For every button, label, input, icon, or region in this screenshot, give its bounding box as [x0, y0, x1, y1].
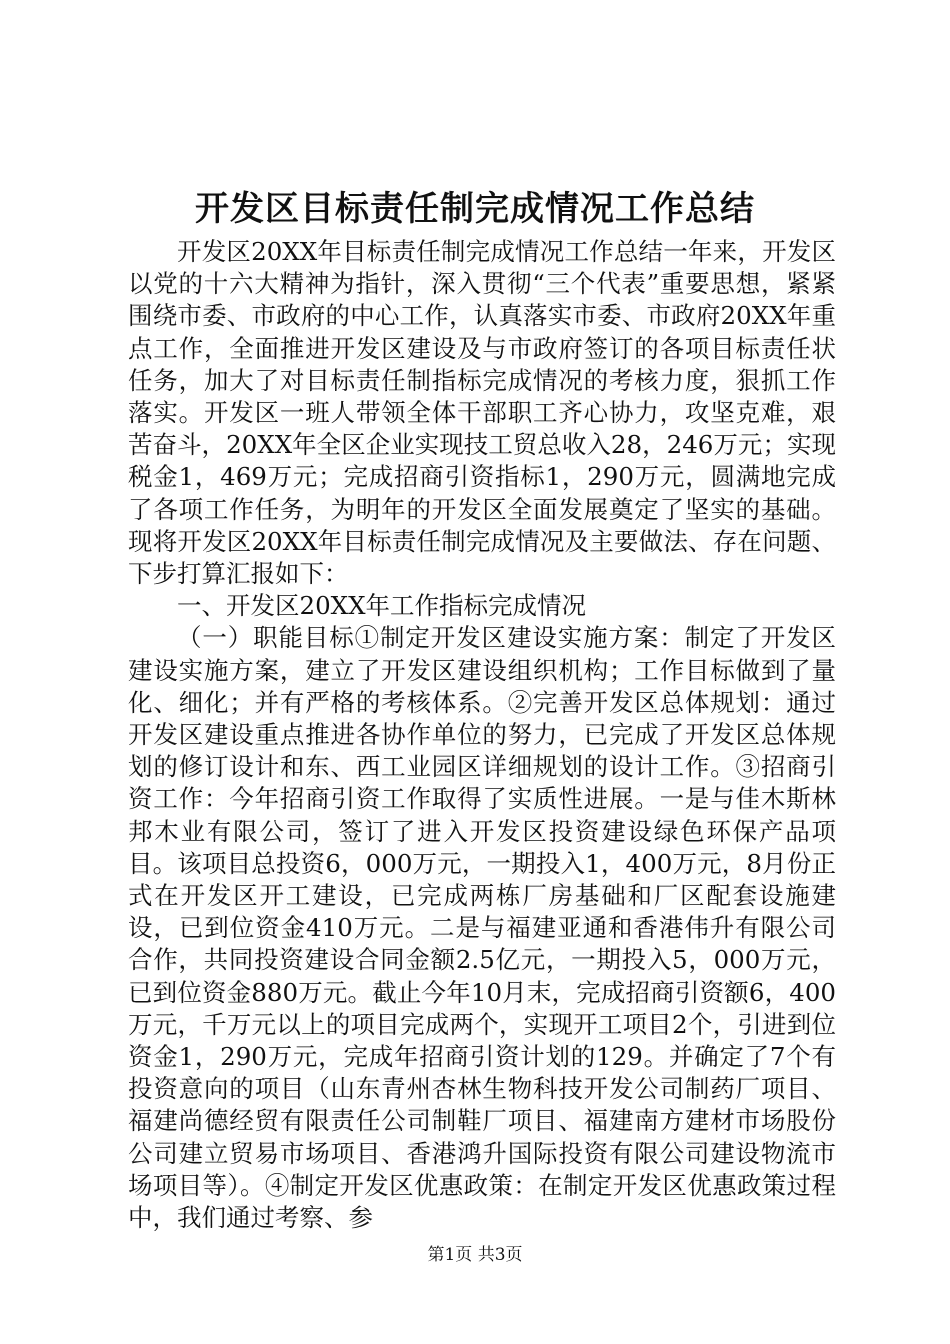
document-title: 开发区目标责任制完成情况工作总结	[195, 189, 755, 229]
document-body	[128, 236, 836, 1234]
functional-targets-paragraph: （一）职能目标①制定开发区建设实施方案：制定了开发区建设实施方案，建立了开发区建设组织机构；工作目标做到了量化、细化；并有严格的考核体系。②完善开发区总体规划：通过开发区建设重点推进各协作单位的努力，已完成了开发区总体规划的修订设计和东、西工业园区详细规划的设计工作。③招商引资工作：今年招商引资工作取得了实质性进展。一是与佳木斯林邦木业有限公司，签订了进入开发区投资建设绿色环保产品项目。该项目总投资6，000万元，一期投入1，400万元，8月份正式在开发区开工建设，已完成两栋厂房基础和厂区配套设施建设，已到位资金410万元。二是与福建亚通和香港伟升有限公司合作，共同投资建设合同金额2.5亿元，一期投入5，000万元，已到位资金880万元。截止今年10月末，完成招商引资额6，400万元，千万元以上的项目完成两个，实现开工项目2个，引进到位资金1，290万元，完成年招商引资计划的129。并确定了7个有投资意向的项目（山东青州杏林生物科技开发公司制药厂项目、福建尚德经贸有限责任公司制鞋厂项目、福建南方建材市场股份公司建立贸易市场项目、香港鸿升国际投资有限公司建设物流市场项目等）。④制定开发区优惠政策：在制定开发区优惠政策过程中，我们通过考察、参	[128, 623, 836, 1233]
section-heading: 一、开发区20XX年工作指标完成情况	[177, 591, 587, 621]
page-footer: 第1页 共3页	[427, 1245, 523, 1265]
intro-paragraph: 开发区20XX年目标责任制完成情况工作总结一年来，开发区以党的十六大精神为指针，深入贯彻“三个代表”重要思想，紧紧围绕市委、市政府的中心工作，认真落实市委、市政府20XX年重点工作，全面推进开发区建设及与市政府签订的各项目标责任状任务，加大了对目标责任制指标完成情况的考核力度，狠抓工作落实。开发区一班人带领全体干部职工齐心协力，攻坚克难，艰苦奋斗，20XX年全区企业实现技工贸总收入28，246万元；实现税金1，469万元；完成招商引资指标1，290万元，圆满地完成了各项工作任务，为明年的开发区全面发展奠定了坚实的基础。现将开发区20XX年目标责任制完成情况及主要做法、存在问题、下步打算汇报如下：	[128, 237, 836, 589]
